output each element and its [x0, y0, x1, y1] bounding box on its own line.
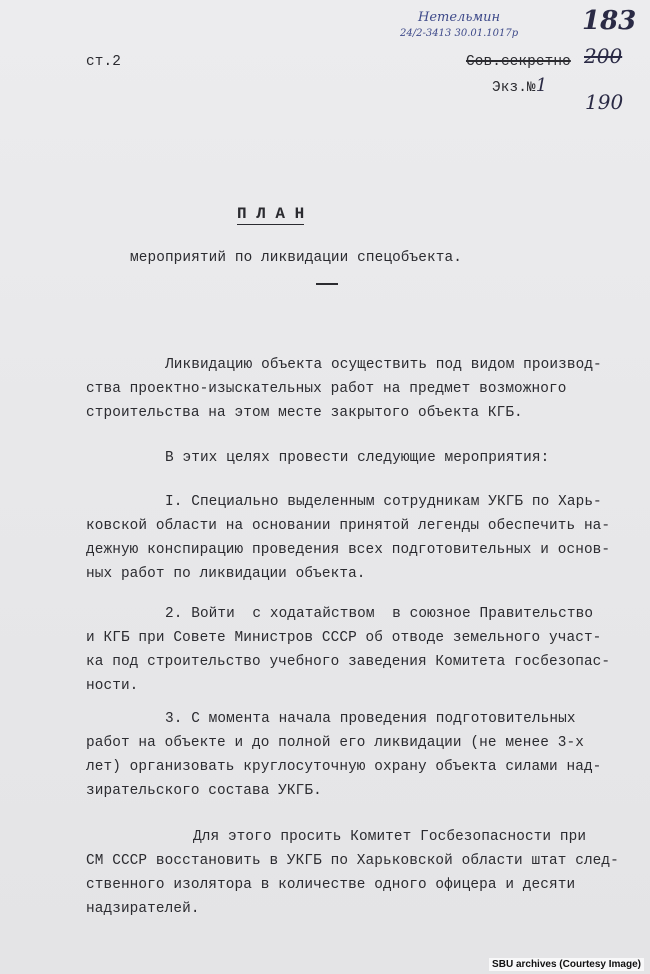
item3-line: зирательского состава УКГБ. — [86, 783, 322, 799]
item2-line: 2. Войти с ходатайством в союзное Правительство — [165, 606, 594, 622]
item3-line: работ на объекте и до полной его ликвидации (не менее 3-х — [86, 735, 584, 751]
item4-line: Для этого просить Комитет Госбезопасности при — [193, 829, 587, 845]
item1-line: I. Специально выделенным сотрудникам УКГБ по Харь- — [165, 494, 602, 510]
item4-line: СМ СССР восстановить в УКГБ по Харьковской области штат след- — [86, 853, 619, 869]
purpose-line: В этих целях провести следующие мероприятия: — [165, 450, 550, 466]
item3-line: 3. С момента начала проведения подготовительных — [165, 711, 576, 727]
document-title: П Л А Н — [237, 205, 305, 223]
page-number: ст.2 — [86, 54, 121, 70]
item1-line: дежную конспирацию проведения всех подготовительных и основ- — [86, 542, 611, 558]
title-divider — [316, 283, 338, 285]
sheet-number-side: 190 — [585, 90, 624, 114]
classification-stamp: Сов.секретно — [466, 54, 571, 70]
intro-line: ства проектно-изыскательных работ на предмет возможного — [86, 381, 567, 397]
copy-label — [492, 74, 547, 100]
item2-line: и КГБ при Совете Министров СССР об отводе земельного участ- — [86, 630, 602, 646]
item3-line: лет) организовать круглосуточную охрану объекта силами над- — [86, 759, 602, 775]
image-credit: SBU archives (Courtesy Image) — [489, 958, 644, 971]
item2-line: ности. — [86, 678, 139, 694]
copy-number: 1 — [535, 75, 548, 96]
item1-line: ных работ по ликвидации объекта. — [86, 566, 366, 582]
handwritten-reference: 24/2-3413 30.01.1017р — [400, 28, 519, 39]
document-subtitle: мероприятий по ликвидации спецобъекта. — [130, 250, 462, 266]
sheet-number-crossed: 200 — [584, 44, 623, 68]
intro-line: строительства на этом месте закрытого объекта КГБ. — [86, 405, 523, 421]
item4-line: ственного изолятора в количестве одного офицера и десяти — [86, 877, 576, 893]
intro-line: Ликвидацию объекта осуществить под видом производ- — [165, 357, 602, 373]
item4-line: надзирателей. — [86, 901, 200, 917]
copy-label-text: Экз.№ — [492, 80, 536, 96]
item1-line: ковской области на основании принятой легенды обеспечить на- — [86, 518, 611, 534]
handwritten-note: Нетельмин — [418, 10, 501, 25]
sheet-number-top: 183 — [582, 6, 637, 36]
item2-line: ка под строительство учебного заведения Комитета госбезопас- — [86, 654, 611, 670]
